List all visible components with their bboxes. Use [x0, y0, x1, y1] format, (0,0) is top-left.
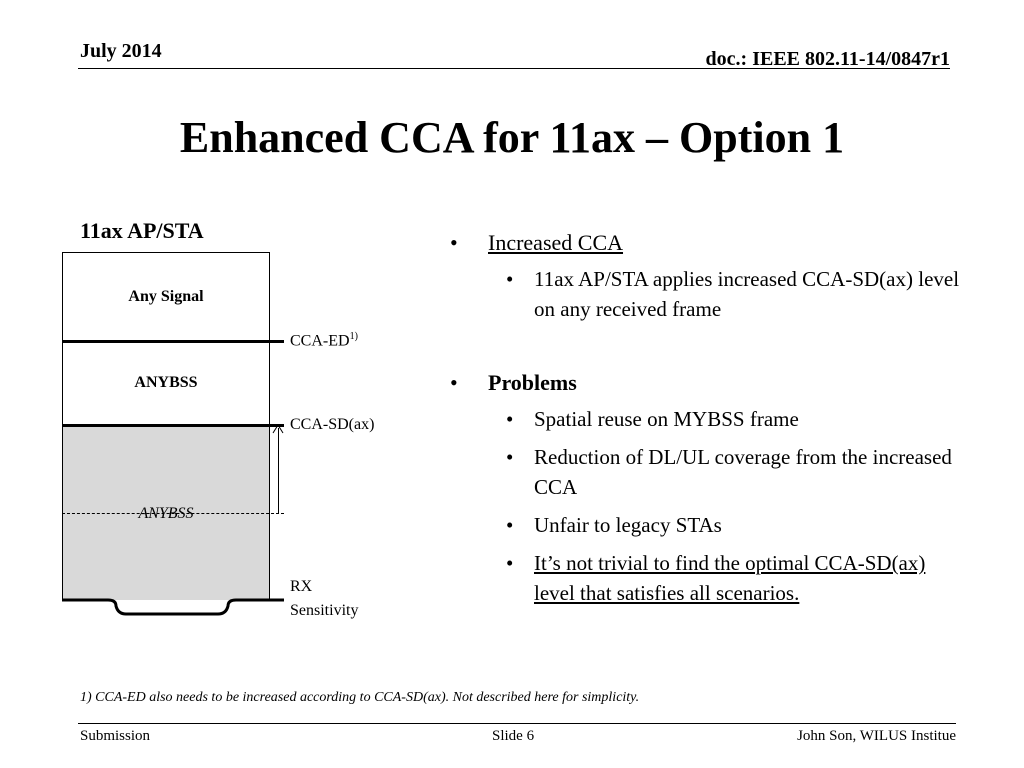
header-divider [78, 68, 950, 69]
range-arrow-shaft [278, 428, 279, 514]
bullet-increased-cca [440, 228, 970, 258]
cca-ed-line [62, 340, 284, 343]
problem-item: • Reduction of DL/UL coverage from the increased CCA [440, 442, 970, 502]
footer-divider [78, 723, 956, 724]
cca-ed-superscript: 1) [349, 331, 358, 342]
problem-item: • Unfair to legacy STAs [440, 510, 970, 540]
header-date: July 2014 [80, 40, 162, 62]
cca-sd-label: CCA-SD(ax) [290, 416, 375, 433]
diagram-label: 11ax AP/STA [80, 218, 204, 243]
range-arrow-head [272, 424, 284, 434]
bullet-problems [440, 368, 970, 398]
problem-item: • Spatial reuse on MYBSS frame [440, 404, 970, 434]
rx-sensitivity-brace [58, 596, 288, 620]
increased-cca-heading: Increased CCA [488, 230, 624, 255]
cca-ed-label [290, 331, 358, 350]
zone-anybss-text: ANYBSS [134, 374, 198, 391]
footnote: 1) CCA-ED also needs to be increased according to CCA-SD(ax). Not described here for simplicity. [80, 690, 640, 705]
slide-title: Enhanced CCA for 11ax – Option 1 [179, 113, 845, 162]
cca-sd-line [62, 424, 284, 427]
problem-item [440, 548, 970, 608]
zone-any-signal-text: Any Signal [128, 288, 204, 305]
problems-heading: Problems [488, 370, 577, 395]
rx-label-line2: Sensitivity [290, 602, 359, 619]
sub-bullet-increased-cca: • 11ax AP/STA applies increased CCA-SD(ax) level on any received frame [440, 264, 970, 324]
bullet-list [440, 228, 970, 616]
footer-slide-number: Slide 6 [492, 728, 535, 744]
rx-label-line1: RX [290, 578, 313, 595]
header-doc-id: doc.: IEEE 802.11-14/0847r1 [705, 48, 950, 70]
cca-ed-text: CCA-ED [290, 332, 350, 350]
problem-item-underlined: It’s not trivial to find the optimal CCA-SD(ax) level that satisfies all scenarios. [534, 551, 926, 605]
bullet-gap [440, 332, 970, 368]
zone-anybss-italic-text: ANYBSS [138, 505, 194, 522]
footer-submission: Submission [80, 728, 151, 744]
footer-author: John Son, WILUS Institue [797, 728, 956, 744]
